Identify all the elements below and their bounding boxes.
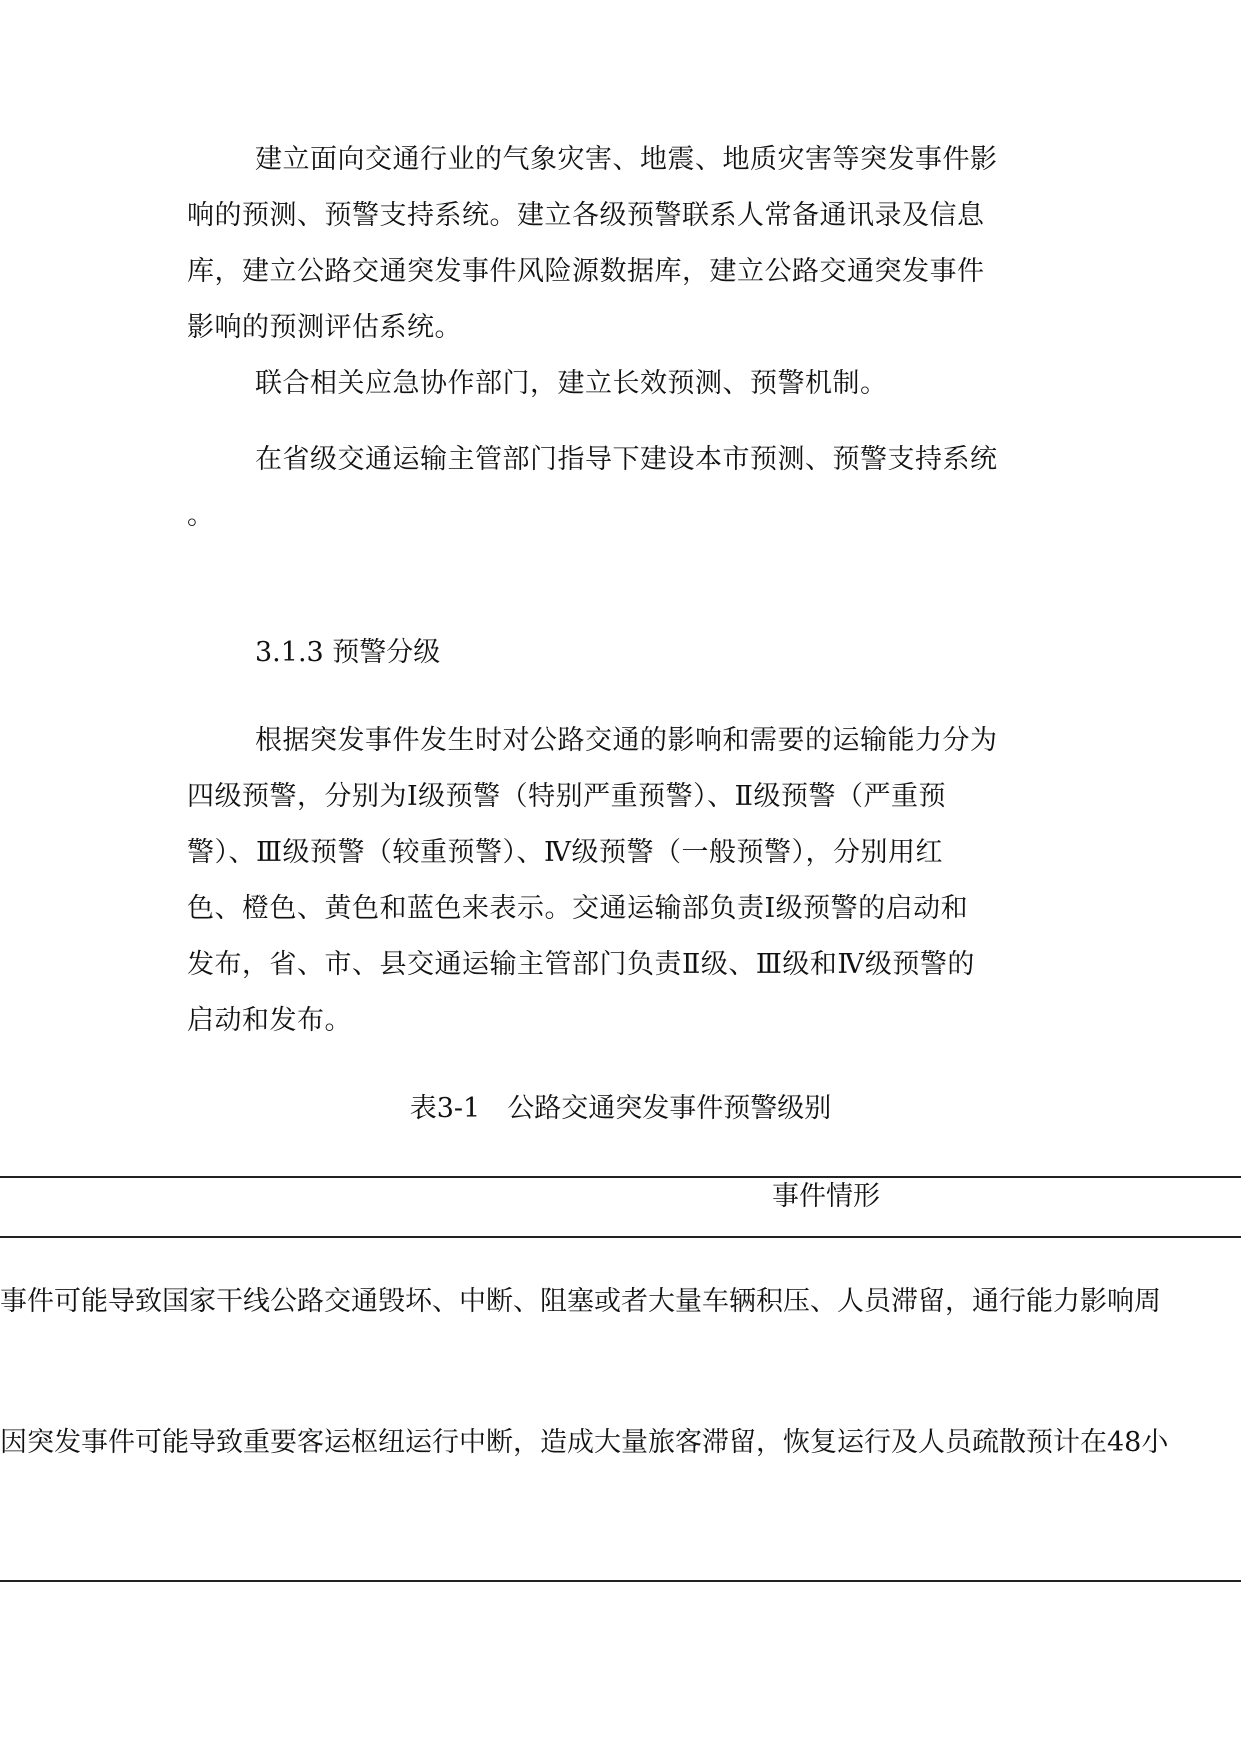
paragraph-provincial-guidance [187,432,1047,544]
table-top-rule [0,1176,1241,1178]
paragraph-line: 库，建立公路交通突发事件风险源数据库，建立公路交通突发事件 [187,256,985,287]
paragraph-line: 根据突发事件发生时对公路交通的影响和需要的运输能力分为 [255,725,998,756]
paragraph-mechanism [187,356,1047,412]
paragraph-line: 四级预警，分别为Ⅰ级预警（特别严重预警）、Ⅱ级预警（严重预 [187,781,947,812]
paragraph-line: 警）、Ⅲ级预警（较重预警）、Ⅳ级预警（一般预警），分别用红 [187,837,944,868]
paragraph-line: 响的预测、预警支持系统。建立各级预警联系人常备通讯录及信息 [187,200,985,231]
table-header-rule [0,1236,1241,1238]
paragraph-line: 。 [187,500,215,531]
paragraph-warning-levels [187,713,1047,1049]
table-row: 因突发事件可能导致重要客运枢纽运行中断，造成大量旅客滞留，恢复运行及人员疏散预计在48小 [0,1427,1169,1458]
paragraph-line: 启动和发布。 [187,1005,352,1036]
table-bottom-rule [0,1580,1241,1582]
section-heading: 3.1.3 预警分级 [255,637,441,668]
paragraph-line: 建立面向交通行业的气象灾害、地震、地质灾害等突发事件影 [255,144,998,175]
paragraph-line: 在省级交通运输主管部门指导下建设本市预测、预警支持系统 [255,444,998,475]
table-header-event-situation: 事件情形 [772,1181,880,1212]
paragraph-prediction-system [187,132,1047,356]
paragraph-line: 联合相关应急协作部门，建立长效预测、预警机制。 [255,368,888,399]
table-caption: 表3-1 公路交通突发事件预警级别 [409,1093,832,1124]
table-row: 事件可能导致国家干线公路交通毁坏、中断、阻塞或者大量车辆积压、人员滞留，通行能力影响周 [0,1286,1161,1317]
paragraph-line: 影响的预测评估系统。 [187,312,462,343]
paragraph-line: 色、橙色、黄色和蓝色来表示。交通运输部负责Ⅰ级预警的启动和 [187,893,969,924]
paragraph-line: 发布，省、市、县交通运输主管部门负责Ⅱ级、Ⅲ级和Ⅳ级预警的 [187,949,975,980]
